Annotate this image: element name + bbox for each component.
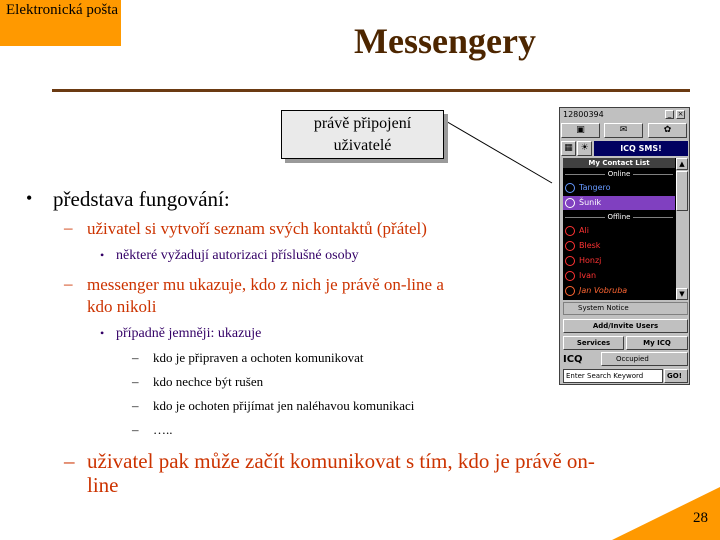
page-number: 28 — [693, 510, 708, 526]
contact-status-icon — [565, 183, 575, 193]
bullet-level2-continuation: line — [87, 473, 119, 497]
bullet-level2-continuation: kdo nikoli — [87, 297, 157, 316]
bullet-dot: • — [26, 188, 33, 208]
contact-item: Jan Vobruba — [563, 284, 675, 298]
callout-line-1: právě připojení — [313, 115, 412, 132]
contact-item: Honzj — [563, 254, 675, 268]
contact-item: Ivan — [563, 269, 675, 283]
system-notice: System Notice — [563, 302, 688, 315]
tv-icon: ▣ — [561, 123, 600, 138]
mail-icon: ✉ — [604, 123, 643, 138]
section-label: Elektronická pošta — [0, 0, 121, 46]
contact-item: Ali — [563, 224, 675, 238]
icq-scrollbar — [676, 158, 688, 300]
my-icq-button: My ICQ — [626, 336, 688, 350]
bullet-dash-small: – — [132, 350, 139, 365]
callout-line-2: uživatelé — [333, 137, 392, 154]
contact-list-title: My Contact List — [563, 158, 675, 168]
icq-uin: 12800394 — [563, 110, 604, 119]
icq-window-screenshot — [559, 107, 690, 385]
bullet-level2: messenger mu ukazuje, kdo z nich je právě on-line a — [87, 275, 444, 294]
icq-toolbar — [561, 123, 688, 139]
contact-status-icon — [565, 198, 575, 208]
bullet-level1: představa fungování: — [53, 187, 230, 211]
bullet-dash: – — [64, 218, 73, 237]
contact-item: Tangero — [563, 181, 675, 195]
bullet-level3: případně jemněji: ukazuje — [116, 326, 262, 341]
close-icon: × — [677, 110, 684, 118]
bullet-level2: uživatel si vytvoří seznam svých kontaktů (přátel) — [87, 219, 427, 238]
bullet-dash: – — [64, 449, 75, 473]
add-invite-users-button: Add/Invite Users — [563, 319, 688, 333]
contact-status-icon — [565, 271, 575, 281]
bullet-level2: uživatel pak může začít komunikovat s tím, kdo je právě on- — [87, 449, 595, 473]
bullet-level4: kdo nechce být rušen — [153, 374, 264, 389]
icq-search-bar — [563, 369, 688, 383]
scroll-thumb — [676, 171, 688, 211]
bullet-dot-small: • — [100, 326, 105, 340]
minimize-icon: _ — [665, 110, 674, 119]
group-offline: Offline — [563, 213, 675, 222]
search-input: Enter Search Keyword — [563, 369, 663, 383]
bullet-level4: kdo je připraven a ochoten komunikovat — [153, 350, 364, 365]
contact-status-icon — [565, 286, 575, 296]
bullet-level4: kdo je ochoten přijímat jen naléhavou komunikaci — [153, 398, 415, 413]
icq-status-bar — [563, 352, 688, 367]
bullet-dash-small: – — [132, 422, 139, 437]
scroll-up-icon: ▲ — [676, 158, 688, 170]
status-button: Occupied — [601, 352, 688, 366]
calendar-icon: ▦ — [561, 141, 576, 156]
scroll-down-icon: ▼ — [676, 288, 688, 300]
services-button: Services — [563, 336, 624, 350]
bullet-dash-small: – — [132, 374, 139, 389]
icq-contact-list — [563, 158, 688, 300]
go-button: GO! — [664, 369, 688, 383]
lightbulb-icon: ☀ — [577, 141, 592, 156]
slide-title: Messengery — [354, 21, 536, 61]
contact-status-icon — [565, 226, 575, 236]
bullet-level4: ….. — [153, 422, 173, 437]
contact-status-icon — [565, 241, 575, 251]
contact-status-icon — [565, 256, 575, 266]
flower-icon: ✿ — [648, 123, 687, 138]
bullet-dash: – — [64, 274, 73, 293]
icq-sms-button: ICQ SMS! — [594, 141, 688, 156]
bullet-dash-small: – — [132, 398, 139, 413]
bullet-dot-small: • — [100, 248, 105, 262]
contact-item: Blesk — [563, 239, 675, 253]
icq-row-2 — [561, 141, 688, 157]
icq-logo: ICQ — [563, 354, 583, 365]
contact-item-selected: Šunik — [563, 196, 675, 210]
bullet-level3: některé vyžadují autorizaci příslušné osoby — [116, 248, 359, 263]
group-online: Online — [563, 170, 675, 179]
